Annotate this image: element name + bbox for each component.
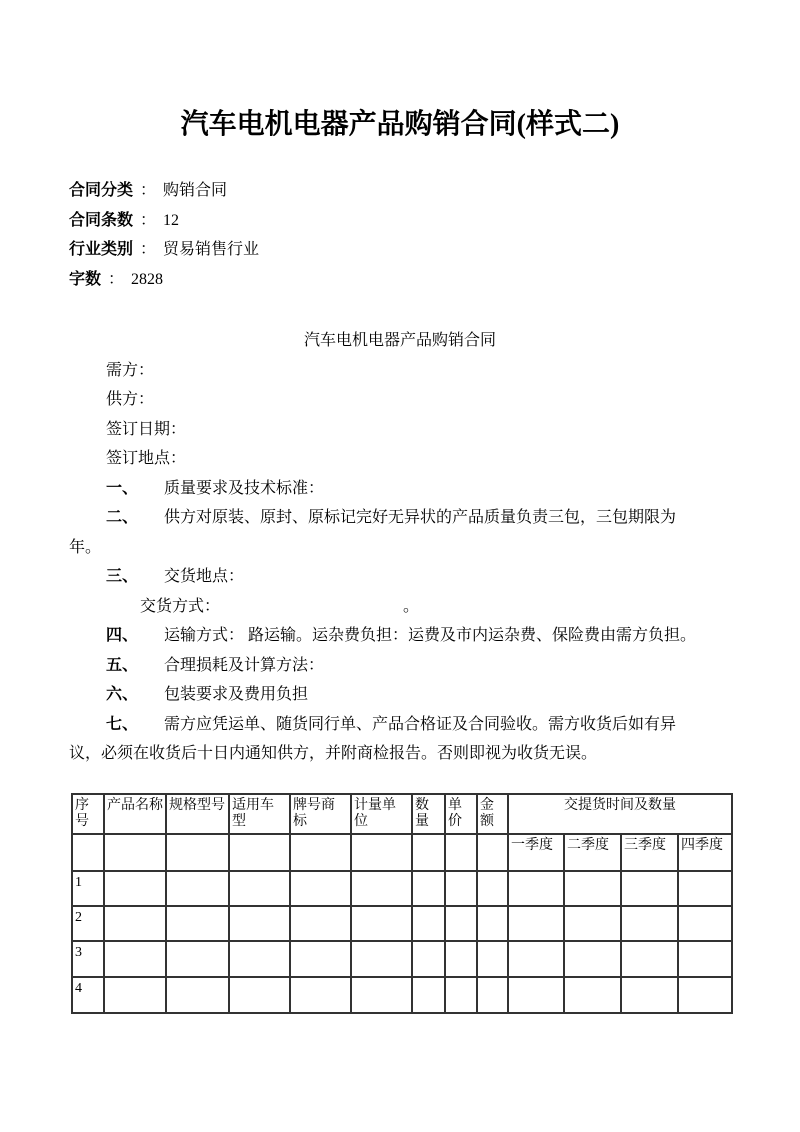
empty-cell <box>290 906 351 941</box>
meta-label: 行业类别 <box>69 241 134 258</box>
col-header-cell: 单价 <box>445 794 477 834</box>
empty-cell <box>104 871 166 906</box>
meta-colon: ： <box>140 182 157 199</box>
quarter-header-cell: 一季度 <box>508 834 564 871</box>
empty-cell <box>229 977 290 1013</box>
empty-cell <box>564 977 621 1013</box>
empty-cell <box>290 977 351 1013</box>
empty-cell <box>477 906 508 941</box>
clause-number: 二、 <box>106 509 139 526</box>
empty-cell <box>445 871 477 906</box>
row-number-cell: 2 <box>72 906 104 941</box>
intro-line: 签订地点： <box>106 450 187 467</box>
clause-continuation: 年。 <box>69 538 102 556</box>
col-header-cell: 数量 <box>412 794 445 834</box>
clause-line <box>106 503 731 533</box>
clause-continuation: 议，必须在收货后十日内通知供方，并附商检报告。否则即视为收货无误。 <box>69 745 598 762</box>
empty-cell <box>229 906 290 941</box>
intro-line: 签订日期： <box>106 420 187 438</box>
empty-cell <box>678 941 732 977</box>
empty-cell <box>412 834 445 871</box>
col-header-cell: 金额 <box>477 794 508 834</box>
trailing-period: 。 <box>403 597 420 615</box>
empty-cell <box>229 834 290 871</box>
quarter-header-cell: 四季度 <box>678 834 732 871</box>
row-number-cell: 3 <box>72 941 104 977</box>
empty-cell <box>351 906 412 941</box>
empty-cell <box>508 906 564 941</box>
clause-line <box>106 474 731 504</box>
table-row <box>72 941 732 977</box>
col-header-cell: 牌号商标 <box>290 794 351 834</box>
empty-cell <box>412 871 445 906</box>
empty-cell <box>412 906 445 941</box>
document-subtitle: 汽车电机电器产品购销合同 <box>303 332 496 349</box>
meta-value: 贸易销售行业 <box>163 241 260 258</box>
empty-cell <box>104 977 166 1013</box>
intro-line: 供方： <box>106 391 155 408</box>
empty-cell <box>508 871 564 906</box>
clause-number: 三、 <box>106 568 139 585</box>
meta-value: 购销合同 <box>163 182 228 199</box>
empty-cell <box>477 977 508 1013</box>
row-number-cell: 1 <box>72 871 104 906</box>
meta-row <box>69 265 731 295</box>
clause-number: 五、 <box>106 656 139 674</box>
empty-cell <box>351 977 412 1013</box>
row-number-cell: 4 <box>72 977 104 1013</box>
empty-cell <box>166 871 229 906</box>
intro-line: 需方： <box>106 361 155 379</box>
table-row <box>72 977 732 1013</box>
empty-cell <box>564 871 621 906</box>
empty-cell <box>621 906 678 941</box>
empty-cell <box>477 941 508 977</box>
meta-block <box>69 176 731 294</box>
empty-cell <box>445 834 477 871</box>
col-header-cell: 序号 <box>72 794 104 834</box>
clause-line <box>106 621 731 651</box>
document-title: 汽车电机电器产品购销合同(样式二) <box>180 109 620 140</box>
empty-cell <box>290 941 351 977</box>
empty-cell <box>621 941 678 977</box>
empty-cell <box>104 834 166 871</box>
clause-text: 需方应凭运单、随货同行单、产品合格证及合同验收。需方收货后如有异 <box>164 715 677 733</box>
meta-colon: ： <box>108 270 125 288</box>
clause-number: 七、 <box>106 715 139 733</box>
empty-cell <box>621 977 678 1013</box>
col-header-cell: 产品名称 <box>104 794 166 834</box>
empty-cell <box>229 871 290 906</box>
quarter-header-cell: 二季度 <box>564 834 621 871</box>
delivery-method-line <box>140 592 731 622</box>
meta-label: 字数 <box>69 270 102 288</box>
empty-cell <box>351 834 412 871</box>
empty-cell <box>351 871 412 906</box>
col-header-cell: 适用车型 <box>229 794 290 834</box>
empty-cell <box>229 941 290 977</box>
meta-value: 12 <box>163 211 180 229</box>
clause-number: 一、 <box>106 479 139 497</box>
meta-colon: ： <box>140 211 157 229</box>
table-subheader-row <box>72 834 732 871</box>
products-table <box>71 793 733 1014</box>
clause-text: 交货地点： <box>164 568 245 585</box>
empty-cell <box>621 871 678 906</box>
empty-cell <box>166 941 229 977</box>
meta-value: 2828 <box>131 270 164 288</box>
empty-cell <box>166 977 229 1013</box>
table-row <box>72 871 732 906</box>
empty-cell <box>104 906 166 941</box>
empty-cell <box>72 834 104 871</box>
empty-cell <box>678 906 732 941</box>
empty-cell <box>412 977 445 1013</box>
empty-cell <box>477 834 508 871</box>
empty-cell <box>166 906 229 941</box>
empty-cell <box>445 977 477 1013</box>
empty-cell <box>564 941 621 977</box>
empty-cell <box>508 941 564 977</box>
empty-cell <box>445 941 477 977</box>
clause-line <box>106 680 731 710</box>
clause-line <box>106 710 731 740</box>
table-row <box>72 906 732 941</box>
meta-row <box>69 206 731 236</box>
meta-label: 合同条数 <box>69 211 134 229</box>
clause-text: 合理损耗及计算方法： <box>164 656 325 674</box>
empty-cell <box>678 977 732 1013</box>
table-header-row <box>72 794 732 834</box>
empty-cell <box>508 977 564 1013</box>
empty-cell <box>678 871 732 906</box>
empty-cell <box>564 906 621 941</box>
clause-text: 质量要求及技术标准： <box>164 479 325 497</box>
empty-cell <box>166 834 229 871</box>
group-header-cell: 交提货时间及数量 <box>508 794 732 834</box>
meta-label: 合同分类 <box>69 182 134 199</box>
empty-cell <box>351 941 412 977</box>
empty-cell <box>477 871 508 906</box>
empty-cell <box>290 834 351 871</box>
col-header-cell: 规格型号 <box>166 794 229 834</box>
contract-body <box>69 356 731 769</box>
clause-line <box>106 651 731 681</box>
meta-row <box>69 176 731 206</box>
clause-number: 六、 <box>106 686 139 703</box>
clause-line <box>106 562 731 592</box>
clause-text: 包装要求及费用负担 <box>164 686 309 703</box>
empty-cell <box>290 871 351 906</box>
empty-cell <box>104 941 166 977</box>
col-header-cell: 计量单位 <box>351 794 412 834</box>
meta-colon: ： <box>140 241 157 258</box>
meta-row <box>69 235 731 265</box>
quarter-header-cell: 三季度 <box>621 834 678 871</box>
empty-cell <box>412 941 445 977</box>
empty-cell <box>445 906 477 941</box>
clause-number: 四、 <box>106 627 139 644</box>
clause-text: 供方对原装、原封、原标记完好无异状的产品质量负责三包，三包期限为 <box>164 509 677 526</box>
delivery-method-label: 交货方式： <box>140 597 221 615</box>
clause-text: 运输方式： 路运输。运杂费负担：运费及市内运杂费、保险费由需方负担。 <box>164 627 697 644</box>
